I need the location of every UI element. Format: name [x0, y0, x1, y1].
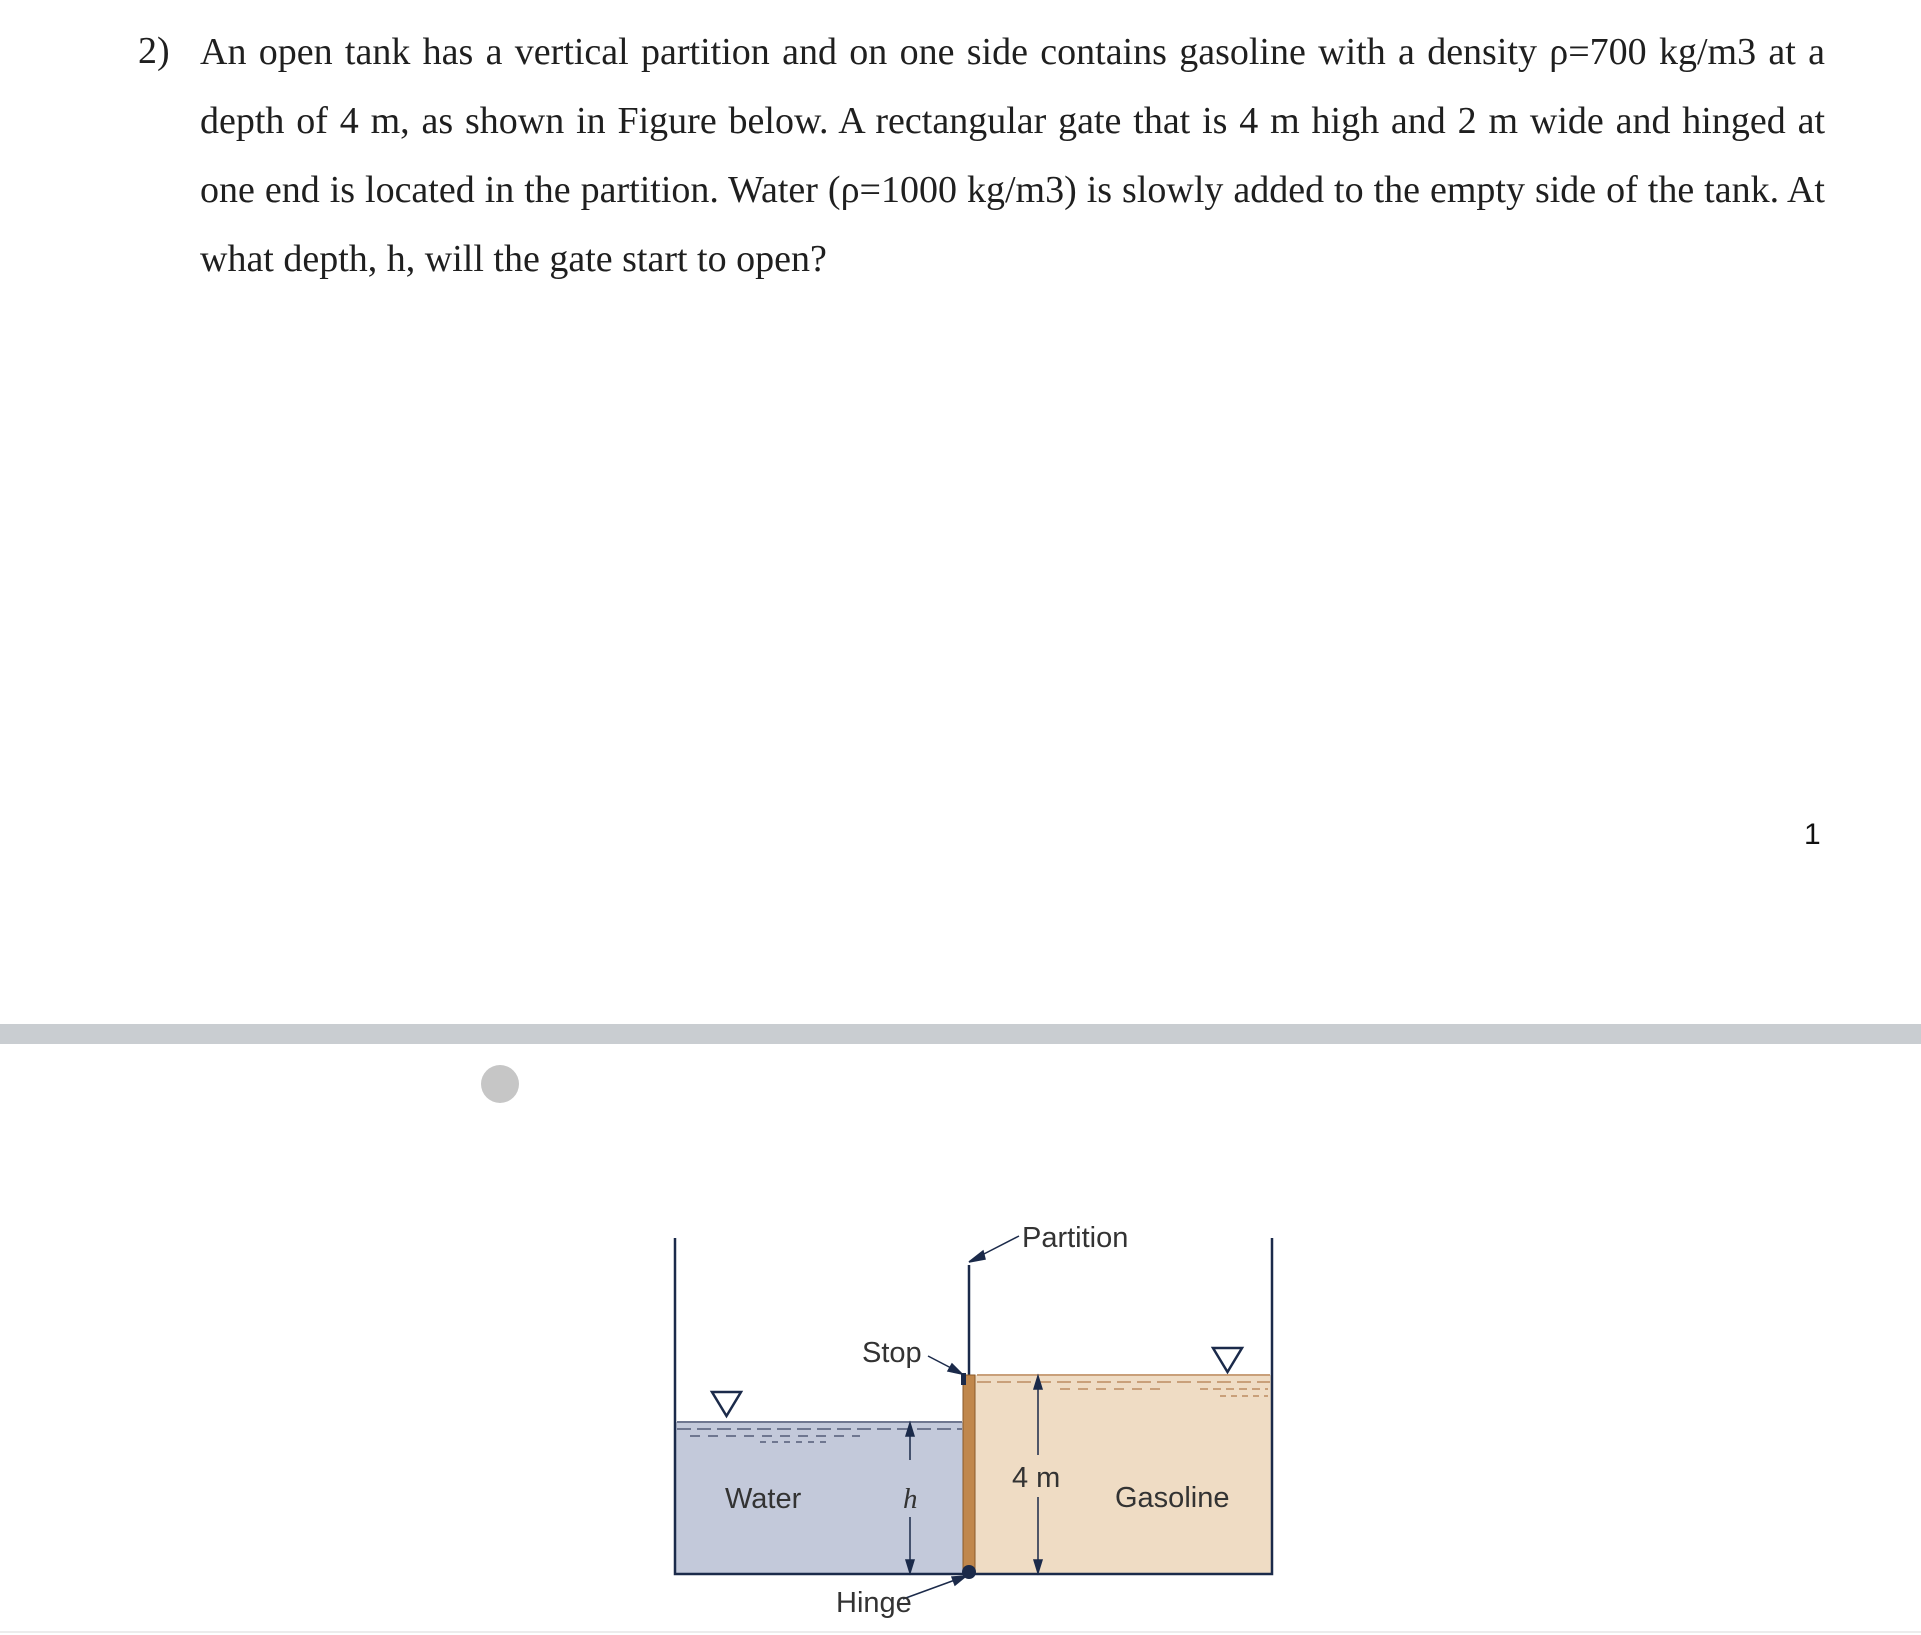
gasoline-surface-symbol — [1213, 1348, 1242, 1372]
stop-label: Stop — [862, 1337, 922, 1369]
hinge-label: Hinge — [836, 1587, 912, 1619]
gasoline-label: Gasoline — [1115, 1482, 1230, 1514]
bottom-divider — [0, 1631, 1921, 1633]
partition-label: Partition — [1022, 1222, 1129, 1254]
depth-label: 4 m — [1012, 1462, 1061, 1494]
water-label: Water — [725, 1483, 802, 1515]
h-label: h — [903, 1483, 918, 1515]
page-number: 1 — [1804, 818, 1821, 851]
question-number: 2) — [138, 30, 170, 72]
question-text: An open tank has a vertical partition and on one side contains gasoline with a density ρ=700 kg/m3 at a depth of 4 m, as shown in Figure below. A rectangular gate that is 4 m high and 2 m wide and hinged at one end is located in the partition. Water (ρ=1000 kg/m3) is slowly added to the empty side of the tank. At what depth, h, will the gate start to open? — [200, 31, 1825, 280]
water-region — [675, 1422, 964, 1574]
water-surface-symbol — [712, 1392, 741, 1416]
gate — [963, 1375, 975, 1572]
